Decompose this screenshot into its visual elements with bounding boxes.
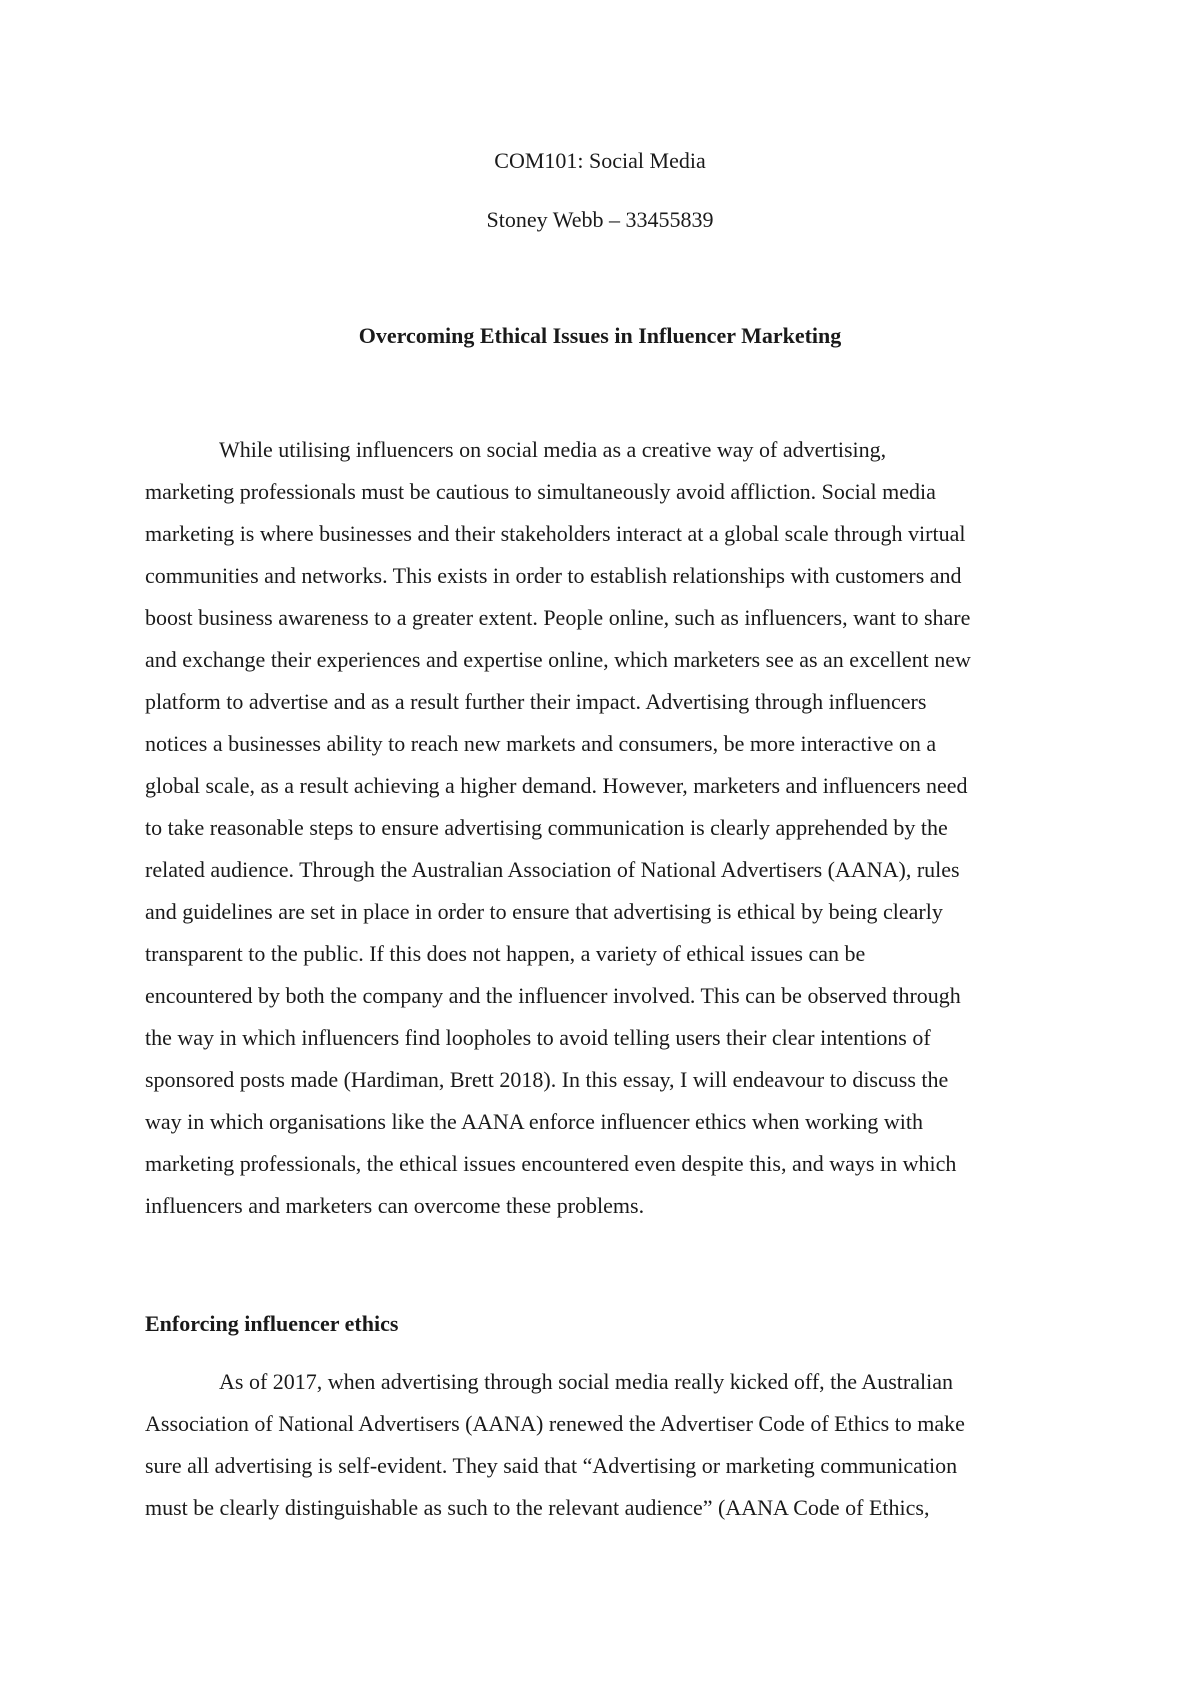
- essay-title: Overcoming Ethical Issues in Influencer Marketing: [358, 323, 842, 348]
- section-paragraph: [145, 1361, 1065, 1529]
- paragraph-line: sure all advertising is self-evident. They said that “Advertising or marketing communication: [145, 1453, 958, 1478]
- paragraph-line: notices a businesses ability to reach new markets and consumers, be more interactive on a: [145, 731, 937, 756]
- paragraph-line: marketing professionals must be cautious to simultaneously avoid affliction. Social media: [145, 479, 936, 504]
- paragraph-line: As of 2017, when advertising through social media really kicked off, the Australian: [219, 1369, 953, 1394]
- paragraph-line: the way in which influencers find loopholes to avoid telling users their clear intentions of: [145, 1025, 931, 1050]
- paragraph-line: must be clearly distinguishable as such to the relevant audience” (AANA Code of Ethics,: [145, 1495, 930, 1520]
- paragraph-line: influencers and marketers can overcome these problems.: [145, 1193, 645, 1218]
- author-line: Stoney Webb – 33455839: [486, 207, 714, 232]
- paragraph-line: to take reasonable steps to ensure advertising communication is clearly apprehended by the: [145, 815, 948, 840]
- paragraph-line: and guidelines are set in place in order to ensure that advertising is ethical by being clearly: [145, 899, 943, 924]
- intro-paragraph: [145, 429, 1065, 1227]
- paragraph-line: encountered by both the company and the influencer involved. This can be observed through: [145, 983, 961, 1008]
- paragraph-line: platform to advertise and as a result further their impact. Advertising through influencers: [145, 689, 927, 714]
- paragraph-line: Association of National Advertisers (AANA) renewed the Advertiser Code of Ethics to make: [145, 1411, 965, 1436]
- paragraph-line: global scale, as a result achieving a higher demand. However, marketers and influencers need: [145, 773, 968, 798]
- paragraph-line: and exchange their experiences and expertise online, which marketers see as an excellent new: [145, 647, 971, 672]
- course-title: COM101: Social Media: [494, 148, 706, 173]
- paragraph-line: transparent to the public. If this does not happen, a variety of ethical issues can be: [145, 941, 866, 966]
- paragraph-line: marketing professionals, the ethical issues encountered even despite this, and ways in which: [145, 1151, 957, 1176]
- paragraph-line: boost business awareness to a greater extent. People online, such as influencers, want to share: [145, 605, 971, 630]
- paragraph-line: While utilising influencers on social media as a creative way of advertising,: [219, 437, 887, 462]
- section-heading: Enforcing influencer ethics: [145, 1311, 399, 1336]
- paragraph-line: way in which organisations like the AANA enforce influencer ethics when working with: [145, 1109, 923, 1134]
- paragraph-line: communities and networks. This exists in order to establish relationships with customers and: [145, 563, 962, 588]
- paragraph-line: marketing is where businesses and their stakeholders interact at a global scale through virtual: [145, 521, 966, 546]
- paragraph-line: related audience. Through the Australian Association of National Advertisers (AANA), rules: [145, 857, 960, 882]
- paragraph-line: sponsored posts made (Hardiman, Brett 2018). In this essay, I will endeavour to discuss the: [145, 1067, 949, 1092]
